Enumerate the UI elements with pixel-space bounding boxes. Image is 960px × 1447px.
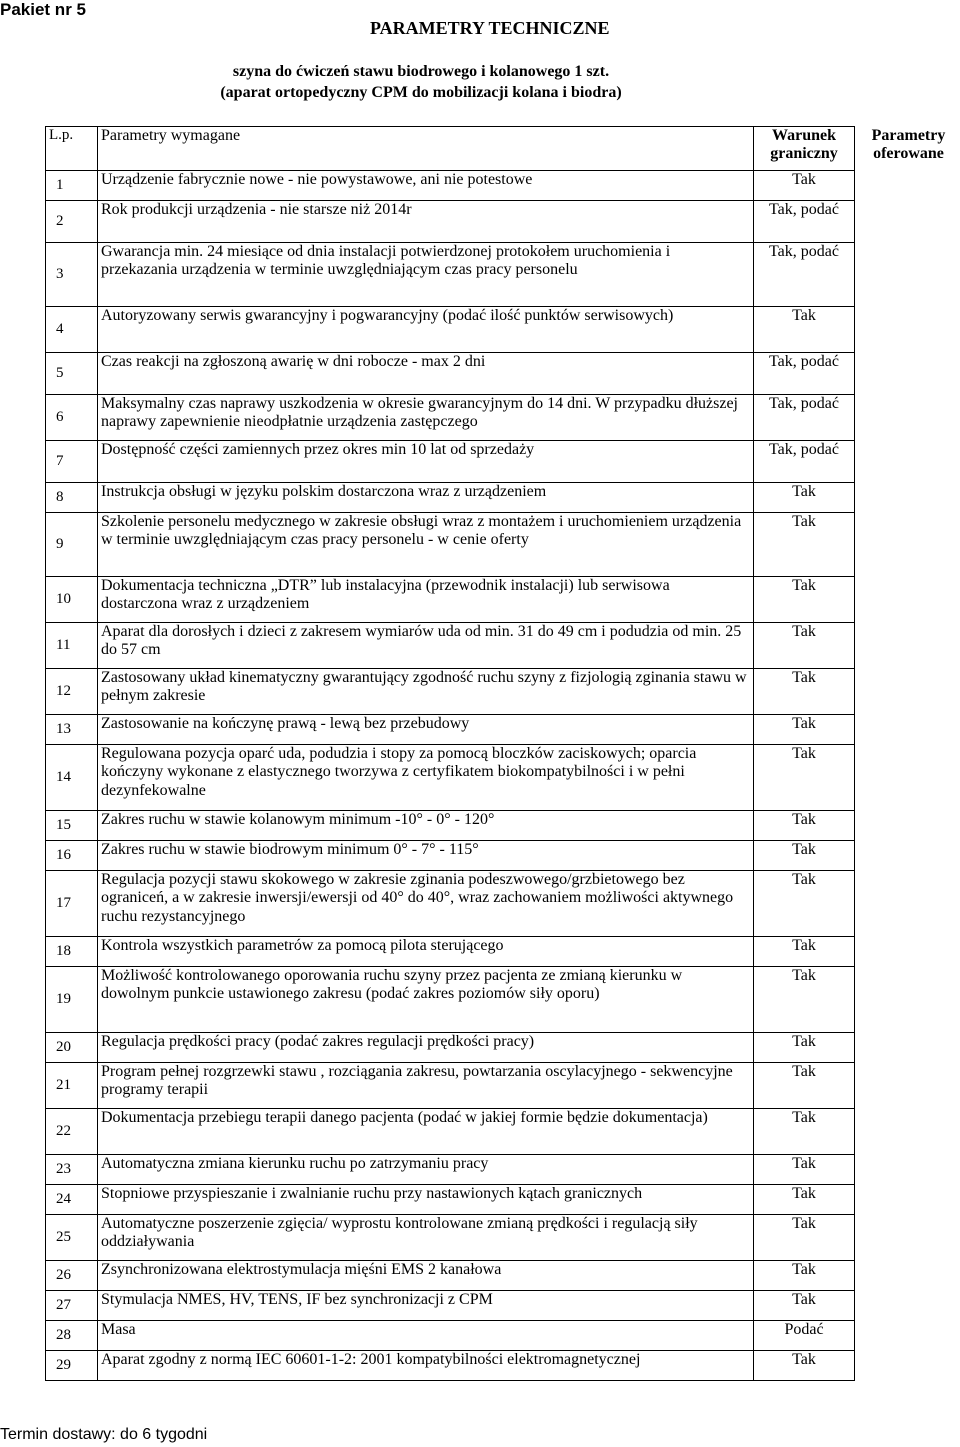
row-condition: Tak, podać — [754, 201, 855, 243]
subtitle-description: (aparat ortopedyczny CPM do mobilizacji kolana i biodra) — [220, 84, 622, 101]
row-parameter: Instrukcja obsługi w języku polskim dostarczona wraz z urządzeniem — [98, 483, 754, 513]
table-row — [46, 669, 960, 715]
row-condition: Tak, podać — [754, 353, 855, 395]
row-condition: Tak — [754, 483, 855, 513]
row-offer — [855, 1351, 960, 1381]
row-parameter: Zastosowanie na kończynę prawą - lewą bez przebudowy — [98, 715, 754, 745]
row-condition: Tak — [754, 1185, 855, 1215]
row-number: 2 — [46, 201, 98, 243]
row-number: 10 — [46, 577, 98, 623]
row-number: 15 — [46, 811, 98, 841]
row-condition: Podać — [754, 1321, 855, 1351]
row-offer — [855, 745, 960, 811]
row-parameter: Regulacja pozycji stawu skokowego w zakresie zginania podeszwowego/grzbietowego bez ograniceń, a w zakresie inwersji/ewersji od 40° do 40°, wraz zachowaniem możliwości aktywnego ruchu rezystancyjnego — [98, 871, 754, 937]
row-offer — [855, 811, 960, 841]
row-offer — [855, 1321, 960, 1351]
table-row — [46, 871, 960, 937]
table-row — [46, 307, 960, 353]
row-offer — [855, 1185, 960, 1215]
header-cond: Warunek graniczny — [754, 127, 855, 171]
row-parameter: Program pełnej rozgrzewki stawu , rozciągania zakresu, powtarzania oscylacyjnego - sekwencyjne programy terapii — [98, 1063, 754, 1109]
table-row — [46, 1351, 960, 1381]
table-row — [46, 1261, 960, 1291]
row-condition: Tak, podać — [754, 395, 855, 441]
row-condition: Tak, podać — [754, 243, 855, 307]
row-parameter: Urządzenie fabrycznie nowe - nie powystawowe, ani nie potestowe — [98, 171, 754, 201]
row-number: 9 — [46, 513, 98, 577]
table-row — [46, 811, 960, 841]
row-condition: Tak — [754, 513, 855, 577]
row-parameter: Aparat dla dorosłych i dzieci z zakresem wymiarów uda od min. 31 do 49 cm i podudzia od min. 25 do 57 cm — [98, 623, 754, 669]
delivery-term: Termin dostawy: do 6 tygodni — [0, 1426, 208, 1443]
row-parameter: Regulacja prędkości pracy (podać zakres regulacji prędkości pracy) — [98, 1033, 754, 1063]
row-offer — [855, 1155, 960, 1185]
row-condition: Tak — [754, 307, 855, 353]
row-condition: Tak — [754, 669, 855, 715]
row-number: 8 — [46, 483, 98, 513]
row-offer — [855, 513, 960, 577]
row-offer — [855, 395, 960, 441]
row-offer — [855, 307, 960, 353]
row-condition: Tak — [754, 1291, 855, 1321]
row-offer — [855, 1261, 960, 1291]
row-condition: Tak, podać — [754, 441, 855, 483]
row-number: 5 — [46, 353, 98, 395]
table-row — [46, 1033, 960, 1063]
table-header-row — [46, 127, 960, 171]
row-number: 16 — [46, 841, 98, 871]
row-offer — [855, 1215, 960, 1261]
row-offer — [855, 483, 960, 513]
parameters-table — [45, 126, 960, 1381]
row-parameter: Zastosowany układ kinematyczny gwarantujący zgodność ruchu szyny z fizjologią zginania stawu w pełnym zakresie — [98, 669, 754, 715]
row-condition: Tak — [754, 1351, 855, 1381]
subtitle-device: szyna do ćwiczeń stawu biodrowego i kolanowego 1 szt. — [232, 63, 610, 80]
row-parameter: Szkolenie personelu medycznego w zakresie obsługi wraz z montażem i uruchomieniem urządzenia w terminie uwzględniającym czas pracy personelu - w cenie oferty — [98, 513, 754, 577]
table-row — [46, 937, 960, 967]
row-condition: Tak — [754, 811, 855, 841]
table-row — [46, 1155, 960, 1185]
page-title: PARAMETRY TECHNICZNE — [370, 18, 610, 38]
table-row — [46, 483, 960, 513]
row-condition: Tak — [754, 1261, 855, 1291]
header-offer: Parametry oferowane — [871, 126, 946, 162]
row-condition: Tak — [754, 1109, 855, 1155]
row-number: 17 — [46, 871, 98, 937]
row-parameter: Dostępność części zamiennych przez okres min 10 lat od sprzedaży — [98, 441, 754, 483]
table-row — [46, 513, 960, 577]
row-parameter: Dokumentacja techniczna „DTR” lub instalacyjna (przewodnik instalacji) lub serwisowa dostarczona wraz z urządzeniem — [98, 577, 754, 623]
row-condition: Tak — [754, 967, 855, 1033]
row-offer — [855, 577, 960, 623]
row-offer — [855, 1109, 960, 1155]
table-row — [46, 171, 960, 201]
row-number: 20 — [46, 1033, 98, 1063]
package-number: Pakiet nr 5 — [0, 0, 86, 19]
row-parameter: Masa — [98, 1321, 754, 1351]
row-offer — [855, 715, 960, 745]
row-condition: Tak — [754, 1063, 855, 1109]
row-offer — [855, 871, 960, 937]
row-offer — [855, 1291, 960, 1321]
row-parameter: Stopniowe przyspieszanie i zwalnianie ruchu przy nastawionych kątach granicznych — [98, 1185, 754, 1215]
row-number: 22 — [46, 1109, 98, 1155]
table-row — [46, 1063, 960, 1109]
row-offer — [855, 623, 960, 669]
row-offer — [855, 243, 960, 307]
row-number: 12 — [46, 669, 98, 715]
row-number: 26 — [46, 1261, 98, 1291]
row-offer — [855, 441, 960, 483]
row-parameter: Zsynchronizowana elektrostymulacja mięśni EMS 2 kanałowa — [98, 1261, 754, 1291]
row-offer — [855, 669, 960, 715]
row-condition: Tak — [754, 715, 855, 745]
row-number: 1 — [46, 171, 98, 201]
row-number: 25 — [46, 1215, 98, 1261]
row-condition: Tak — [754, 937, 855, 967]
row-offer — [855, 201, 960, 243]
row-number: 14 — [46, 745, 98, 811]
row-parameter: Automatyczne poszerzenie zgięcia/ wyprostu kontrolowane zmianą prędkości i regulacją siły oddziaływania — [98, 1215, 754, 1261]
row-parameter: Dokumentacja przebiegu terapii danego pacjenta (podać w jakiej formie będzie dokumentacja) — [98, 1109, 754, 1155]
row-offer — [855, 937, 960, 967]
row-offer — [855, 1033, 960, 1063]
row-parameter: Autoryzowany serwis gwarancyjny i pogwarancyjny (podać ilość punktów serwisowych) — [98, 307, 754, 353]
table-row — [46, 243, 960, 307]
table-row — [46, 395, 960, 441]
row-parameter: Gwarancja min. 24 miesiące od dnia instalacji potwierdzonej protokołem uruchomienia i przekazania urządzenia w terminie uwzględniającym czas pracy personelu — [98, 243, 754, 307]
table-row — [46, 441, 960, 483]
row-parameter: Rok produkcji urządzenia - nie starsze niż 2014r — [98, 201, 754, 243]
table-row — [46, 1185, 960, 1215]
table-row — [46, 577, 960, 623]
row-number: 3 — [46, 243, 98, 307]
row-number: 21 — [46, 1063, 98, 1109]
table-row — [46, 841, 960, 871]
table-row — [46, 1321, 960, 1351]
header-lp: L.p. — [46, 127, 98, 171]
header-param: Parametry wymagane — [98, 127, 754, 171]
row-condition: Tak — [754, 841, 855, 871]
row-parameter: Kontrola wszystkich parametrów za pomocą pilota sterującego — [98, 937, 754, 967]
row-number: 13 — [46, 715, 98, 745]
row-parameter: Zakres ruchu w stawie kolanowym minimum -10° - 0° - 120° — [98, 811, 754, 841]
row-parameter: Regulowana pozycja oparć uda, podudzia i stopy za pomocą bloczków zaciskowych; oparcia kończyny wykonane z elastycznego tworzywa z certyfikatem biokompatybilności i w pełni dezynfekowalne — [98, 745, 754, 811]
row-condition: Tak — [754, 1033, 855, 1063]
row-number: 19 — [46, 967, 98, 1033]
row-parameter: Automatyczna zmiana kierunku ruchu po zatrzymaniu pracy — [98, 1155, 754, 1185]
row-parameter: Zakres ruchu w stawie biodrowym minimum 0° - 7° - 115° — [98, 841, 754, 871]
row-number: 4 — [46, 307, 98, 353]
row-number: 11 — [46, 623, 98, 669]
row-offer — [855, 1063, 960, 1109]
row-condition: Tak — [754, 577, 855, 623]
table-row — [46, 1109, 960, 1155]
row-number: 18 — [46, 937, 98, 967]
table-row — [46, 1291, 960, 1321]
table-row — [46, 715, 960, 745]
table-row — [46, 967, 960, 1033]
row-parameter: Maksymalny czas naprawy uszkodzenia w okresie gwarancyjnym do 14 dni. W przypadku dłuższej naprawy zapewnienie nieodpłatnie urządzenia zastępczego — [98, 395, 754, 441]
table-row — [46, 1215, 960, 1261]
row-number: 27 — [46, 1291, 98, 1321]
row-number: 28 — [46, 1321, 98, 1351]
row-parameter: Czas reakcji na zgłoszoną awarię w dni robocze - max 2 dni — [98, 353, 754, 395]
row-condition: Tak — [754, 623, 855, 669]
row-offer — [855, 353, 960, 395]
row-number: 24 — [46, 1185, 98, 1215]
table-row — [46, 353, 960, 395]
row-number: 7 — [46, 441, 98, 483]
row-parameter: Stymulacja NMES, HV, TENS, IF bez synchronizacji z CPM — [98, 1291, 754, 1321]
table-row — [46, 623, 960, 669]
row-offer — [855, 967, 960, 1033]
table-row — [46, 745, 960, 811]
row-condition: Tak — [754, 1215, 855, 1261]
row-condition: Tak — [754, 745, 855, 811]
row-parameter: Możliwość kontrolowanego oporowania ruchu szyny przez pacjenta ze zmianą kierunku w dowolnym punkcie ustawionego zakresu (podać zakres poziomów siły oporu) — [98, 967, 754, 1033]
row-condition: Tak — [754, 171, 855, 201]
row-condition: Tak — [754, 1155, 855, 1185]
row-number: 6 — [46, 395, 98, 441]
row-number: 29 — [46, 1351, 98, 1381]
table-row — [46, 201, 960, 243]
row-parameter: Aparat zgodny z normą IEC 60601-1-2: 2001 kompatybilności elektromagnetycznej — [98, 1351, 754, 1381]
row-condition: Tak — [754, 871, 855, 937]
row-offer — [855, 841, 960, 871]
row-offer — [855, 171, 960, 201]
row-number: 23 — [46, 1155, 98, 1185]
